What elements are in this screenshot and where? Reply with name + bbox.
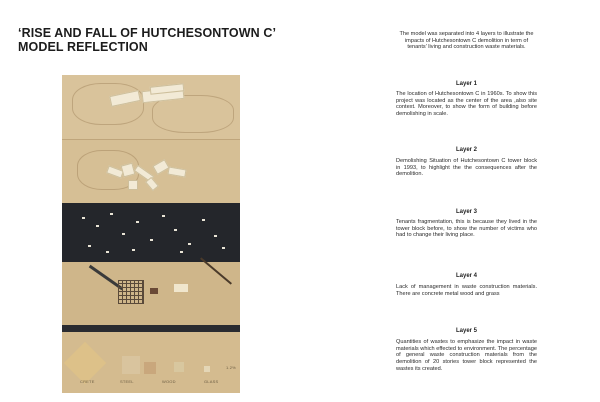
layer-2-heading: Layer 2: [455, 147, 477, 153]
model-layer-1: [62, 75, 240, 139]
layer-3-heading: Layer 3: [455, 209, 477, 215]
layer-4-text: Lack of management in waste construction materials. There are concrete metal wood and grass: [396, 284, 537, 297]
title-line-1: ‘RISE AND FALL OF HUTCHESONTOWN C’: [18, 26, 277, 40]
title-line-2: MODEL REFLECTION: [18, 40, 148, 54]
layer-1-heading: Layer 1: [455, 81, 477, 87]
layer-2-text: Demolishing Situation of Hutchesontown C tower block in 1993, to highlight the the consequences after the demolition.: [396, 158, 537, 178]
layer-5-text: Quantities of wastes to emphasize the impact in waste materials which effected to environment. The percentage of general waste construction materials from the demolition of 20 stories tower block represented the wastes its created.: [396, 339, 537, 372]
model-layer-3: [62, 203, 240, 262]
layer-1-text: The location of Hutchesontown C in 1960s. To show this project was located as the center of the area ,also site context. Moreover, to show the form of building before demolishing in scale.: [396, 91, 537, 118]
page-title: [18, 26, 318, 54]
model-label-steel: STEEL: [120, 379, 134, 384]
model-layer-4: [62, 262, 240, 325]
layer-3-text: Tenants fragmentation, this is because they lived in the tower block before, to show the number of victims who had to change their living place.: [396, 219, 537, 239]
model-label-concrete: CRETE: [80, 379, 95, 384]
model-label-percent: 1.2%: [226, 365, 236, 370]
model-layer-2: [62, 139, 240, 204]
intro-text: The model was separated into 4 layers to illustrate the impacts of Hutchesontown C demolition in term of tenants’ living and construction waste materials.: [399, 31, 534, 51]
model-label-wood: WOOD: [162, 379, 176, 384]
layer-5-heading: Layer 5: [455, 328, 477, 334]
model-label-glass: GLASS: [204, 379, 219, 384]
layer-4-heading: Layer 4: [455, 273, 477, 279]
model-photograph: [62, 75, 240, 393]
